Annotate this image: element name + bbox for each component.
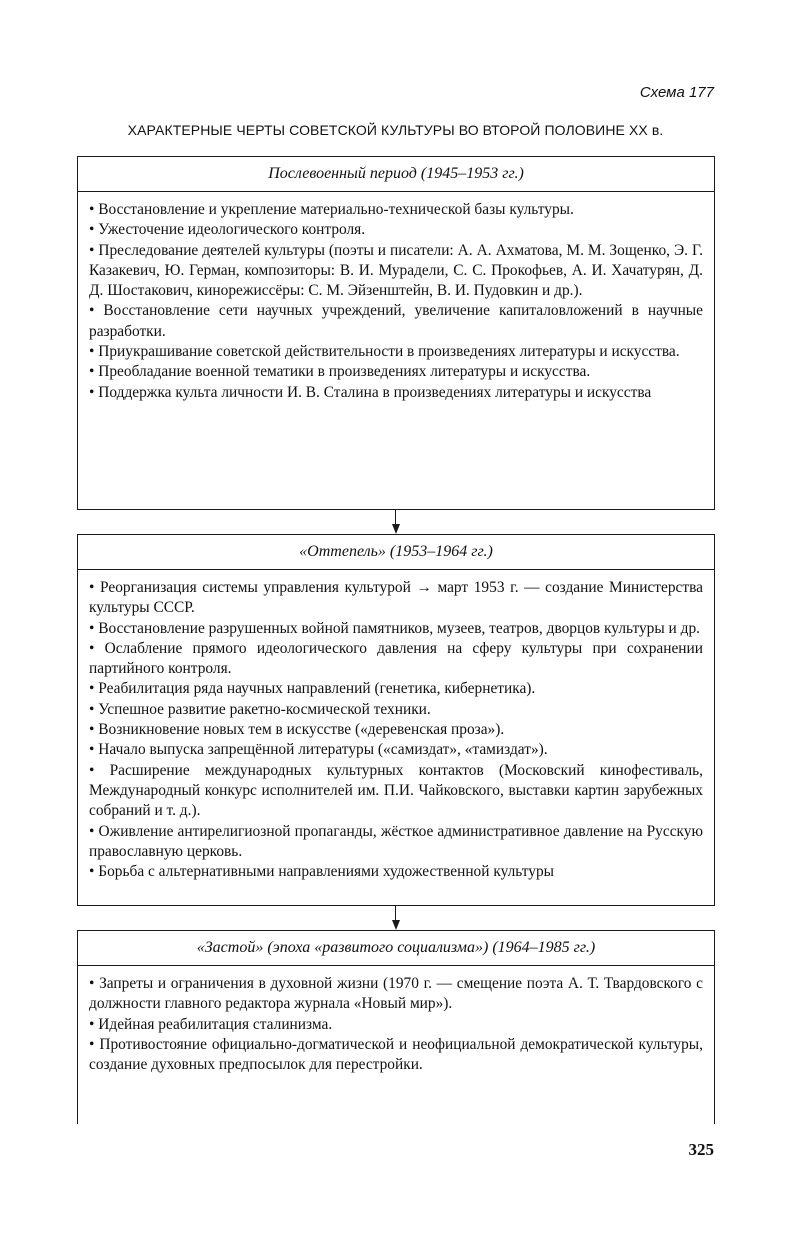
list-item: • Реабилитация ряда научных направлений (генетика, кибернетика). xyxy=(89,679,703,699)
page-number: 325 xyxy=(688,1140,714,1159)
list-item: • Преследование деятелей культуры (поэты и писатели: А. А. Ахматова, М. М. Зощенко, Э. Г. Казакевич, Ю. Герман, композиторы: В. И. Мурадели, С. С. Прокофьев, А. И. Хачатурян, Д. Д. Шостакович, кинорежиссёры: С. М. Эйзенштейн, В. И. Пудовкин и др.). xyxy=(89,241,703,302)
period-box-postwar xyxy=(77,156,715,510)
list-item: • Реорганизация системы управления культурой → март 1953 г. — создание Министерства культуры СССР. xyxy=(89,578,703,619)
list-item: • Расширение международных культурных контактов (Московский кинофестиваль, Международный конкурс исполнителей им. П.И. Чайковского, выставки картин зарубежных собраний и т. д.). xyxy=(89,761,703,822)
period-heading: Послевоенный период (1945–1953 гг.) xyxy=(78,157,714,192)
list-item: • Идейная реабилитация сталинизма. xyxy=(89,1015,703,1035)
period-heading: «Оттепель» (1953–1964 гг.) xyxy=(78,535,714,570)
list-item: • Начало выпуска запрещённой литературы («самиздат», «тамиздат»). xyxy=(89,740,703,760)
period-box-thaw xyxy=(77,534,715,906)
period-box-stagnation xyxy=(77,930,715,1124)
list-item: • Восстановление разрушенных войной памятников, музеев, театров, дворцов культуры и др. xyxy=(89,619,703,639)
list-item: • Борьба с альтернативными направлениями художественной культуры xyxy=(89,862,703,882)
list-item: • Запреты и ограничения в духовной жизни (1970 г. — смещение поэта А. Т. Твардовского с должности главного редактора журнала «Новый мир»). xyxy=(89,974,703,1015)
period-heading: «Застой» (эпоха «развитого социализма») (1964–1985 гг.) xyxy=(78,931,714,966)
connector-line xyxy=(395,510,396,524)
list-item: • Восстановление сети научных учреждений, увеличение капиталовложений в научные разработки. xyxy=(89,301,703,342)
list-item: • Поддержка культа личности И. В. Сталина в произведениях литературы и искусства xyxy=(89,383,703,403)
list-item: • Приукрашивание советской действительности в произведениях литературы и искусства. xyxy=(89,342,703,362)
down-arrow-icon xyxy=(392,920,400,930)
period-item-list xyxy=(78,570,714,888)
scheme-label: Схема 177 xyxy=(639,84,714,101)
list-item: • Ослабление прямого идеологического давления на сферу культуры при сохранении партийного контроля. xyxy=(89,639,703,680)
period-item-list xyxy=(78,192,714,409)
list-item: • Восстановление и укрепление материально-технической базы культуры. xyxy=(89,200,703,220)
list-item: • Преобладание военной тематики в произведениях литературы и искусства. xyxy=(89,362,703,382)
list-item: • Противостояние официально-догматической и неофициальной демократической культуры, создание духовных предпосылок для перестройки. xyxy=(89,1035,703,1076)
list-item: • Ужесточение идеологического контроля. xyxy=(89,220,703,240)
connector-line xyxy=(395,906,396,920)
down-arrow-icon xyxy=(392,524,400,534)
scheme-title: ХАРАКТЕРНЫЕ ЧЕРТЫ СОВЕТСКОЙ КУЛЬТУРЫ ВО ВТОРОЙ ПОЛОВИНЕ XX в. xyxy=(127,122,664,138)
list-item: • Успешное развитие ракетно-космической техники. xyxy=(89,700,703,720)
list-item: • Оживление антирелигиозной пропаганды, жёсткое административное давление на Русскую православную церковь. xyxy=(89,822,703,863)
period-item-list xyxy=(78,966,714,1081)
list-item: • Возникновение новых тем в искусстве («деревенская проза»). xyxy=(89,720,703,740)
